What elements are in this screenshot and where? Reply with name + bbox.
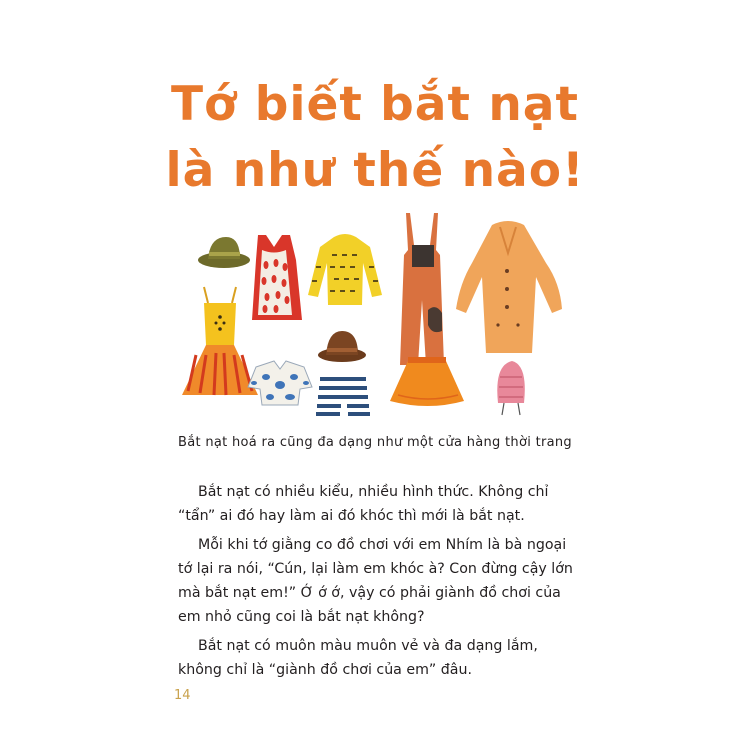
yellow-sundress-icon [182, 287, 258, 395]
page-title-line-2: là như thế nào! [165, 143, 585, 198]
page-number: 14 [174, 688, 191, 703]
orange-coat-icon [456, 221, 562, 353]
page-title [0, 72, 750, 204]
brown-hat-icon [318, 331, 366, 362]
blue-shirt-icon [248, 361, 312, 405]
illustration-caption: Bắt nạt hoá ra cũng đa dạng như một cửa hàng thời trang [178, 435, 572, 450]
striped-shorts-icon [316, 377, 370, 417]
body-text [178, 480, 576, 687]
pink-knit-hat-icon [497, 361, 525, 415]
red-dress-icon [252, 235, 302, 320]
paragraph-1: Bắt nạt có nhiều kiểu, nhiều hình thức. Không chỉ “tẩn” ai đó hay làm ai đó khóc thì mới là bắt nạt. [178, 484, 549, 524]
paragraph-3: Bắt nạt có muôn màu muôn vẻ và đa dạng lắm, không chỉ là “giành đồ chơi của em” đâu. [178, 638, 538, 678]
clothing-illustration [170, 205, 580, 430]
page-title-line-1: Tớ biết bắt nạt [170, 77, 579, 132]
yellow-sweater-icon [308, 234, 382, 305]
overalls-icon [400, 213, 444, 365]
paragraph-2: Mỗi khi tớ giằng co đồ chơi với em Nhím là bà ngoại tớ lại ra nói, “Cún, lại làm em khóc à? Con đừng cậy lớn mà bắt nạt em!” Ớ ớ ớ, vậy có phải giành đồ chơi của em nhỏ cũng coi là bắt nạt không? [178, 537, 573, 625]
olive-hat-icon [198, 237, 250, 268]
